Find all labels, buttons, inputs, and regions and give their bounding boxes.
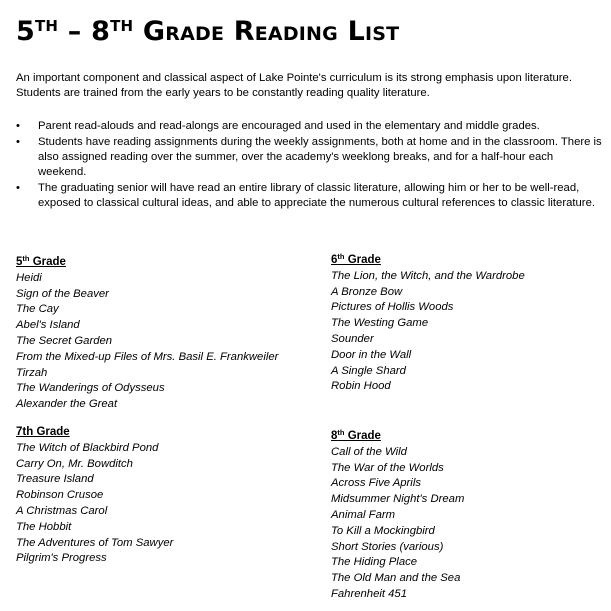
title-grade-rest: RADE xyxy=(165,23,225,45)
grade-8-superscript: th xyxy=(337,428,345,437)
book-title: The Old Man and the Sea xyxy=(331,572,461,585)
book-title: Pilgrim's Progress xyxy=(16,552,107,565)
book-title: A Christmas Carol xyxy=(16,504,108,517)
book-title: Robinson Crusoe xyxy=(16,489,104,502)
book-title: The Cay xyxy=(16,303,59,316)
grade-6-label: Grade xyxy=(344,254,381,266)
grade-6-heading xyxy=(331,249,525,269)
book-title: Tirzah xyxy=(16,366,48,379)
book-title: Midsummer Night's Dream xyxy=(331,493,465,506)
book-title: The Wanderings of Odysseus xyxy=(16,382,165,395)
grade-6-superscript: th xyxy=(337,252,345,261)
title-dash: – xyxy=(58,16,92,47)
book-title: The Secret Garden xyxy=(16,334,113,347)
grade-6-section xyxy=(331,249,525,395)
book-title: Abel's Island xyxy=(16,319,80,332)
grade-5-heading xyxy=(16,251,278,271)
bullet-list xyxy=(16,119,602,212)
grade-7-heading: 7th Grade xyxy=(16,426,70,438)
book-title: The Adventures of Tom Sawyer xyxy=(16,536,174,549)
title-list-rest: IST xyxy=(364,23,400,45)
grade-5-section xyxy=(16,251,278,413)
book-title: Across Five Aprils xyxy=(331,477,421,490)
grade-5-label: Grade xyxy=(29,256,66,268)
title-grade-initial: G xyxy=(133,16,166,47)
book-title: Sign of the Beaver xyxy=(16,287,109,300)
book-title: Door in the Wall xyxy=(331,348,412,361)
book-title: Alexander the Great xyxy=(16,398,118,411)
grade-6-number: 6 xyxy=(331,254,338,266)
bullet-item xyxy=(16,135,602,180)
bullet-text: The graduating senior will have read an entire library of classic literature, allowing him or her to be well-read, exposed to classical cultural ideas, and able to appreciate the numerous cultural references to classic literature. xyxy=(38,182,595,209)
grade-5-superscript: th xyxy=(22,254,30,263)
bullet-dot-icon: • xyxy=(16,182,20,194)
bullet-text: Students have reading assignments during the weekly assignments, both at home and in the classroom. There is also assigned reading over the summer, over the academy's weeklong breaks, and for a half-hour each weekend. xyxy=(38,136,602,178)
grade-7-book-list xyxy=(16,441,173,567)
grade-7-section xyxy=(16,425,173,567)
grade-8-section xyxy=(331,425,464,603)
intro-paragraph: An important component and classical aspect of Lake Pointe's curriculum is its strong emphasis upon literature. Students are trained from the early years to be constantly reading quality literature. xyxy=(16,72,572,99)
grade-6-book-list xyxy=(331,269,525,395)
grade-5-number: 5 xyxy=(16,256,23,268)
grade-5-book-list xyxy=(16,271,278,413)
grade-8-number: 8 xyxy=(331,430,338,442)
book-title: To Kill a Mockingbird xyxy=(331,524,435,537)
book-title: Heidi xyxy=(16,271,42,284)
grade-8-book-list xyxy=(331,445,464,603)
book-title: A Bronze Bow xyxy=(331,285,403,298)
title-number-end: 8 xyxy=(91,16,111,47)
bullet-item xyxy=(16,119,602,134)
book-title: Short Stories (various) xyxy=(331,540,444,553)
title-reading-rest: EADING xyxy=(254,23,338,45)
book-title: Carry On, Mr. Bowditch xyxy=(16,457,133,470)
bullet-dot-icon: • xyxy=(16,136,20,148)
book-title: The War of the Worlds xyxy=(331,461,444,474)
book-title: The Hiding Place xyxy=(331,556,418,569)
title-superscript-start: TH xyxy=(35,17,59,35)
bullet-dot-icon: • xyxy=(16,120,20,132)
title-reading-initial: R xyxy=(224,16,255,47)
book-title: Fahrenheit 451 xyxy=(331,587,407,600)
book-title: Treasure Island xyxy=(16,473,94,486)
title-number-start: 5 xyxy=(16,16,35,47)
book-title: The Lion, the Witch, and the Wardrobe xyxy=(331,269,525,282)
book-title: A Single Shard xyxy=(331,364,406,377)
page-title xyxy=(16,10,399,50)
grade-8-label: Grade xyxy=(344,430,381,442)
title-superscript-end: TH xyxy=(110,17,134,35)
book-title: The Witch of Blackbird Pond xyxy=(16,441,159,454)
bullet-text: Parent read-alouds and read-alongs are encouraged and used in the elementary and middle grades. xyxy=(38,120,540,132)
grade-8-heading xyxy=(331,425,464,445)
book-title: The Westing Game xyxy=(331,317,429,330)
book-title: Pictures of Hollis Woods xyxy=(331,301,454,314)
book-title: From the Mixed-up Files of Mrs. Basil E. Frankweiler xyxy=(16,350,279,363)
book-title: Animal Farm xyxy=(331,508,396,521)
bullet-item xyxy=(16,181,602,211)
book-title: Robin Hood xyxy=(331,380,391,393)
book-title: Call of the Wild xyxy=(331,445,407,458)
book-title: The Hobbit xyxy=(16,520,72,533)
book-title: Sounder xyxy=(331,332,374,345)
title-list-initial: L xyxy=(337,16,365,47)
